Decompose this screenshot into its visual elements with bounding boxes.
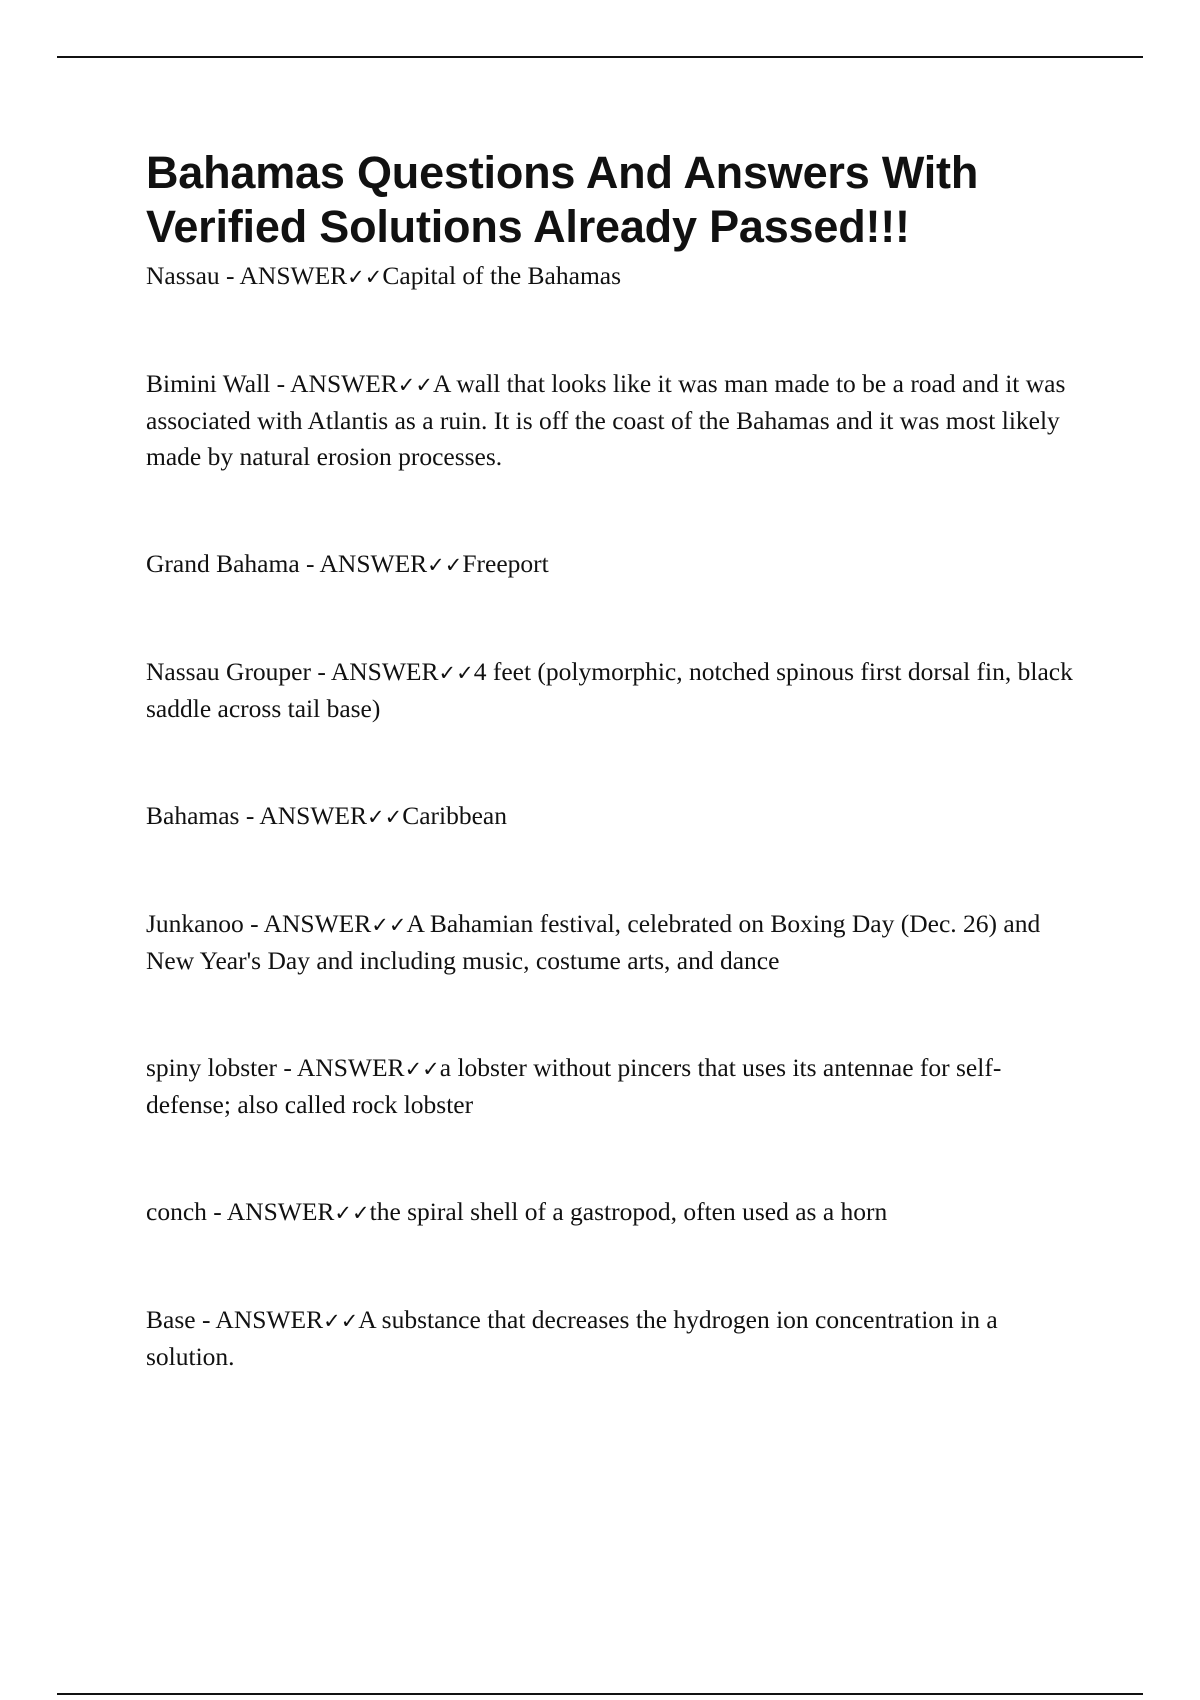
double-check-icon: ✓✓ (367, 805, 403, 829)
qa-term: Junkanoo (146, 909, 244, 938)
answer-label: ANSWER (239, 261, 348, 290)
qa-item (146, 906, 1086, 979)
qa-term: Bahamas (146, 801, 240, 830)
document-title: Bahamas Questions And Answers With Verified Solutions Already Passed!!! (146, 147, 979, 252)
qa-item (146, 366, 1086, 475)
answer-label: ANSWER (296, 1053, 405, 1082)
qa-item (146, 546, 1086, 583)
qa-answer: Caribbean (402, 801, 507, 830)
qa-term: Bimini Wall (146, 369, 271, 398)
answer-label: ANSWER (263, 909, 372, 938)
answer-label: ANSWER (215, 1305, 324, 1334)
qa-answer: 4 feet (polymorphic, notched spinous first dorsal fin, black saddle across tail base) (146, 657, 1073, 723)
qa-item (146, 798, 1086, 835)
qa-separator: - (277, 1053, 297, 1082)
qa-answer: A wall that looks like it was man made to be a road and it was associated with Atlantis as a ruin. It is off the coast of the Bahamas and it was most likely made by natural erosion processes. (146, 369, 1066, 471)
double-check-icon: ✓✓ (427, 553, 463, 577)
qa-list (146, 258, 1086, 1375)
qa-term: Nassau Grouper (146, 657, 311, 686)
qa-separator: - (311, 657, 331, 686)
double-check-icon: ✓✓ (323, 1309, 359, 1333)
qa-item (146, 654, 1086, 727)
double-check-icon: ✓✓ (404, 1057, 440, 1081)
qa-separator: - (270, 369, 291, 398)
qa-separator: - (239, 801, 260, 830)
qa-answer: A Bahamian festival, celebrated on Boxing Day (Dec. 26) and New Year's Day and including music, costume arts, and dance (146, 909, 1041, 975)
document-body (146, 146, 1086, 1375)
answer-label: ANSWER (259, 801, 367, 830)
qa-item (146, 258, 1086, 295)
qa-term: Base (146, 1305, 196, 1334)
qa-answer: a lobster without pincers that uses its antennae for self-defense; also called rock lobster (146, 1053, 1002, 1119)
qa-term: conch (146, 1197, 207, 1226)
qa-term: Nassau (146, 261, 220, 290)
qa-separator: - (195, 1305, 216, 1334)
double-check-icon: ✓✓ (347, 265, 383, 289)
double-check-icon: ✓✓ (397, 373, 433, 397)
qa-answer: Capital of the Bahamas (382, 261, 622, 290)
qa-answer: A substance that decreases the hydrogen ion concentration in a solution. (146, 1305, 998, 1371)
double-check-icon: ✓✓ (371, 913, 407, 937)
qa-term: spiny lobster (146, 1053, 278, 1082)
qa-item (146, 1050, 1086, 1123)
double-check-icon: ✓✓ (334, 1201, 370, 1225)
header-rule (57, 56, 1143, 58)
answer-label: ANSWER (319, 549, 428, 578)
answer-label: ANSWER (330, 657, 439, 686)
qa-separator: - (219, 261, 240, 290)
answer-label: ANSWER (290, 369, 398, 398)
answer-label: ANSWER (226, 1197, 335, 1226)
qa-separator: - (243, 909, 264, 938)
qa-item (146, 1302, 1086, 1375)
qa-separator: - (206, 1197, 227, 1226)
qa-answer: the spiral shell of a gastropod, often used as a horn (369, 1197, 888, 1226)
footer-rule (57, 1693, 1143, 1695)
double-check-icon: ✓✓ (438, 661, 474, 685)
qa-term: Grand Bahama (146, 549, 300, 578)
qa-answer: Freeport (462, 549, 549, 578)
qa-separator: - (299, 549, 320, 578)
qa-item (146, 1194, 1086, 1231)
